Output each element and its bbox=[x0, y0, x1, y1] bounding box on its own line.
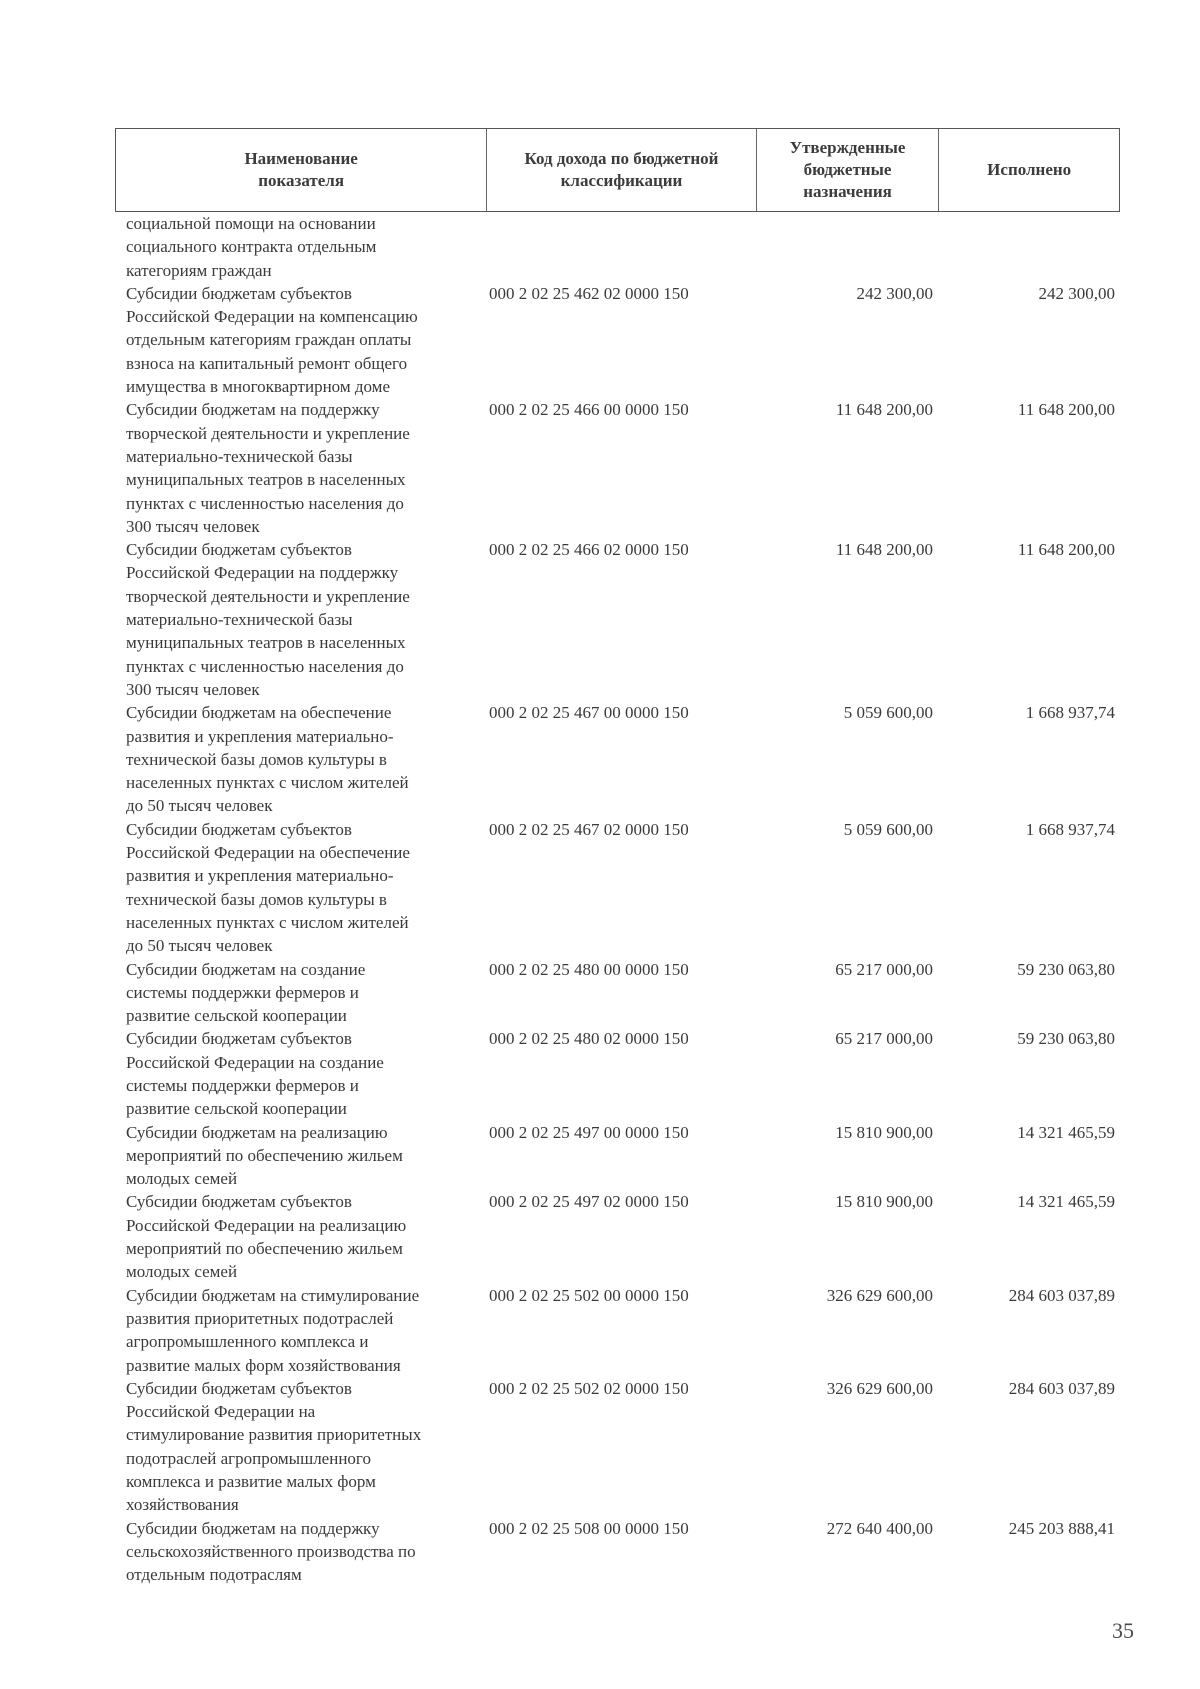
row-executed: 284 603 037,89 bbox=[1008, 1378, 1115, 1398]
row-planned: 11 648 200,00 bbox=[835, 400, 933, 420]
row-code: 000 2 02 25 466 02 0000 150 bbox=[489, 540, 689, 560]
row-executed: 11 648 200,00 bbox=[1017, 400, 1115, 420]
header-planned: Утвержденные бюджетные назначения bbox=[757, 129, 940, 211]
table-row bbox=[126, 1377, 1120, 1517]
row-executed: 59 230 063,80 bbox=[1017, 1029, 1115, 1049]
row-executed: 1 668 937,74 bbox=[1025, 819, 1115, 839]
row-code: 000 2 02 25 467 00 0000 150 bbox=[489, 703, 689, 723]
row-code: 000 2 02 25 480 00 0000 150 bbox=[489, 959, 689, 979]
row-executed bbox=[933, 212, 1115, 282]
row-planned: 5 059 600,00 bbox=[843, 703, 933, 723]
row-code: 000 2 02 25 480 02 0000 150 bbox=[489, 1029, 689, 1049]
row-name: Субсидии бюджетам на обеспечение развития и укрепления материально- технической базы домов культуры в населенных пунктах с числом жителей до 50 тысяч человек bbox=[126, 703, 409, 816]
row-name: Субсидии бюджетам на стимулирование развития приоритетных подотраслей агропромышленного комплекса и развитие малых форм хозяйствования bbox=[126, 1285, 420, 1375]
row-code bbox=[481, 212, 751, 282]
row-code: 000 2 02 25 466 00 0000 150 bbox=[489, 400, 689, 420]
row-name: Субсидии бюджетам субъектов Российской Федерации на стимулирование развития приоритетных подотраслей агропромышленного комплекса и развитие малых форм хозяйствования bbox=[126, 1378, 422, 1515]
row-name: Субсидии бюджетам на поддержку сельскохозяйственного производства по отдельным подотраслям bbox=[126, 1518, 416, 1585]
row-planned: 15 810 900,00 bbox=[835, 1122, 933, 1142]
row-code: 000 2 02 25 462 02 0000 150 bbox=[489, 283, 689, 303]
row-planned bbox=[751, 212, 933, 282]
table-row bbox=[126, 1121, 1120, 1191]
row-executed: 14 321 465,59 bbox=[1017, 1192, 1115, 1212]
row-executed: 284 603 037,89 bbox=[1008, 1285, 1115, 1305]
table-row bbox=[126, 212, 1120, 282]
row-planned: 272 640 400,00 bbox=[826, 1518, 933, 1538]
row-executed: 242 300,00 bbox=[1038, 283, 1115, 303]
table-row bbox=[126, 818, 1120, 958]
row-name: Субсидии бюджетам на создание системы поддержки фермеров и развитие сельской кооперации bbox=[126, 959, 366, 1026]
row-planned: 5 059 600,00 bbox=[843, 819, 933, 839]
row-planned: 326 629 600,00 bbox=[826, 1285, 933, 1305]
row-executed: 14 321 465,59 bbox=[1017, 1122, 1115, 1142]
table-row bbox=[126, 1027, 1120, 1120]
row-name: Субсидии бюджетам на реализацию мероприятий по обеспечению жильем молодых семей bbox=[126, 1122, 403, 1189]
row-name: Субсидии бюджетам субъектов Российской Федерации на создание системы поддержки фермеров и развитие сельской кооперации bbox=[126, 1029, 384, 1119]
table-header bbox=[115, 128, 1120, 212]
table-row bbox=[126, 958, 1120, 1028]
row-name: Субсидии бюджетам субъектов Российской Федерации на реализацию мероприятий по обеспечению жильем молодых семей bbox=[126, 1192, 407, 1282]
table-row bbox=[126, 282, 1120, 398]
table-row bbox=[126, 1190, 1120, 1283]
row-code: 000 2 02 25 497 02 0000 150 bbox=[489, 1192, 689, 1212]
row-executed: 1 668 937,74 bbox=[1025, 703, 1115, 723]
row-name: Субсидии бюджетам субъектов Российской Федерации на компенсацию отдельным категориям граждан оплаты взноса на капитальный ремонт общего имущества в многоквартирном доме bbox=[126, 283, 418, 397]
row-executed: 11 648 200,00 bbox=[1017, 540, 1115, 560]
table-row bbox=[126, 538, 1120, 701]
header-executed: Исполнено bbox=[987, 160, 1072, 179]
row-planned: 242 300,00 bbox=[856, 283, 933, 303]
row-name: Субсидии бюджетам на поддержку творческой деятельности и укрепление материально-технической базы муниципальных театров в населенных пунктах с численностью населения до 300 тысяч человек bbox=[126, 400, 410, 536]
row-planned: 65 217 000,00 bbox=[835, 959, 933, 979]
header-code: Код дохода по бюджетной классификации bbox=[487, 129, 756, 211]
table-body bbox=[126, 212, 1120, 1587]
row-executed: 59 230 063,80 bbox=[1017, 959, 1115, 979]
row-executed: 245 203 888,41 bbox=[1008, 1518, 1115, 1538]
row-planned: 326 629 600,00 bbox=[826, 1378, 933, 1398]
row-name: социальной помощи на основании социального контракта отдельным категориям граждан bbox=[126, 214, 377, 280]
table-row bbox=[126, 1517, 1120, 1587]
header-name: Наименование показателя bbox=[116, 129, 487, 211]
row-code: 000 2 02 25 508 00 0000 150 bbox=[489, 1518, 689, 1538]
table-row bbox=[126, 701, 1120, 817]
row-code: 000 2 02 25 502 02 0000 150 bbox=[489, 1378, 689, 1398]
row-code: 000 2 02 25 502 00 0000 150 bbox=[489, 1285, 689, 1305]
row-code: 000 2 02 25 497 00 0000 150 bbox=[489, 1122, 689, 1142]
row-code: 000 2 02 25 467 02 0000 150 bbox=[489, 819, 689, 839]
row-name: Субсидии бюджетам субъектов Российской Федерации на поддержку творческой деятельности и укрепление материально-технической базы муниципальных театров в населенных пунктах с численностью населения до 300 тысяч человек bbox=[126, 540, 410, 699]
row-planned: 65 217 000,00 bbox=[835, 1029, 933, 1049]
table-row bbox=[126, 398, 1120, 538]
row-planned: 11 648 200,00 bbox=[835, 540, 933, 560]
table-row bbox=[126, 1284, 1120, 1377]
row-planned: 15 810 900,00 bbox=[835, 1192, 933, 1212]
row-name: Субсидии бюджетам субъектов Российской Федерации на обеспечение развития и укрепления материально- технической базы домов культуры в населенных пунктах с числом жителей до 50 тысяч человек bbox=[126, 819, 410, 956]
page-number: 35 bbox=[1112, 1618, 1134, 1643]
